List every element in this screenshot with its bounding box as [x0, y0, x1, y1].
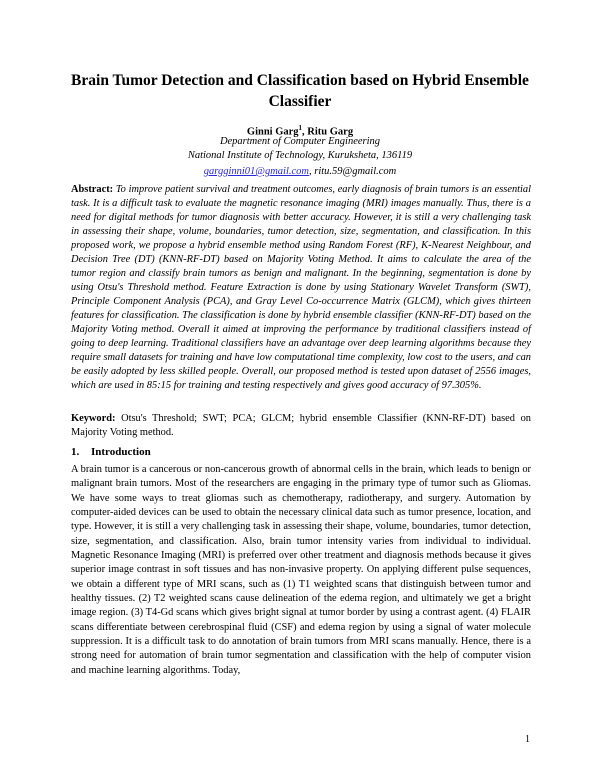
institute: National Institute of Technology, Kuruksheta, 136119 — [187, 150, 413, 161]
section-heading — [71, 445, 531, 459]
email-separator: , — [308, 166, 315, 177]
page-number: 1 — [525, 734, 530, 745]
keywords-text: Otsu's Threshold; SWT; PCA; GLCM; hybrid ensemble Classifier (KNN-RF-DT) based on Majority Voting method. — [71, 413, 531, 438]
paper-title: Brain Tumor Detection and Classification based on Hybrid Ensemble Classifier — [71, 72, 529, 110]
section-title: Introduction — [91, 446, 151, 458]
email-line — [70, 165, 530, 179]
author-affiliation-mark: 1 — [298, 124, 303, 132]
author-name: Ritu Garg — [307, 126, 354, 138]
department: Department of Computer Engineering — [219, 136, 381, 147]
email-text: ritu.59@gmail.com — [314, 166, 397, 177]
abstract-text: To improve patient survival and treatment outcomes, early diagnosis of brain tumors is an essential task. It is a difficult task to evaluate the magnetic resonance imaging (MRI) images manually. Thus, there is a need for digital methods for tumor diagnosis with better accuracy. However, it is still a very challenging task in assessing their shape, volume, boundaries, tumor detection, size, segmentation, and classification. In this proposed work, we propose a hybrid ensemble method using Random Forest (RF), K-Nearest Neighbour, and Decision Tree (DT) (KNN-RF-DT) based on Majority Voting Method. It aims to calculate the area of the tumor region and classify brain tumors as benign and malignant. In the beginning, segmentation is done by using Otsu's Threshold method. Feature Extraction is done by using Stationary Wavelet Transform (SWT), Principle Component Analysis (PCA), and Gray Level Co-occurrence Matrix (GLCM), which gives thirteen features for classification. The classification is done by hybrid ensemble classifier (KNN-RF-DT) based on the Majority Voting method. Overall it aimed at improving the performance by traditional classifiers instead of going to deep learning. Traditional classifiers have an advantage over deep learning algorithms because they require small datasets for training and have low computational time complexity, low cost to the users, and can be easily adopted by less skilled people. Overall, our proposed method is tested upon dataset of 2556 images, which are used in 85:15 for training and testing respectively and gives good accuracy of 97.305%. — [71, 184, 531, 391]
introduction-paragraph: A brain tumor is a cancerous or non-cancerous growth of abnormal cells in the brain, which leads to benign or malignant brain tumors. Most of the researchers are engaging in the primary type of tumor such as Gliomas. We have some ways to treat gliomas such as chemotherapy, radiotherapy, and surgery. Automation by computer-aided devices can be used to obtain the necessary clinical data such as tumor presence, location, and type. However, it is still a very challenging task in assessing their shape, volume, boundaries, tumor detection, size, segmentation, and classification. Also, brain tumor intensity varies from individual to individual. Magnetic Resonance Imaging (MRI) is preferred over other treatment and diagnosis methods because it gives superior image contrast in soft tissues and has non-invasive property. On applying different pulse sequences, we obtain a different type of MRI scans, such as (1) T1 weighted scans that distinguish between tumor and healthy tissues. (2) T2 weighted scans cause delineation of the edema region, and ultimately we get a bright image region. (3) T4-Gd scans which gives bright signal at tumor border by using a contrast agent. (4) FLAIR scans differentiate between cerebrospinal fluid (CSF) and edema region by using a signal of water molecule suppression. It is a difficult task to do annotation of brain tumors from MRI scans manually. Hence, there is a strong need for automation of brain tumor segmentation and classification with the help of computer vision and machine learning algorithms. Today, — [71, 464, 531, 676]
abstract — [71, 183, 531, 393]
affiliation — [70, 135, 530, 163]
keywords — [71, 412, 531, 440]
abstract-label: Abstract: — [71, 184, 114, 195]
email-link[interactable]: gargginni01@gmail.com — [203, 166, 309, 177]
author-name: Ginni Garg — [246, 126, 299, 138]
section-number: 1. — [71, 446, 80, 458]
keywords-label: Keyword: — [71, 413, 116, 424]
author-separator: , — [302, 126, 308, 138]
